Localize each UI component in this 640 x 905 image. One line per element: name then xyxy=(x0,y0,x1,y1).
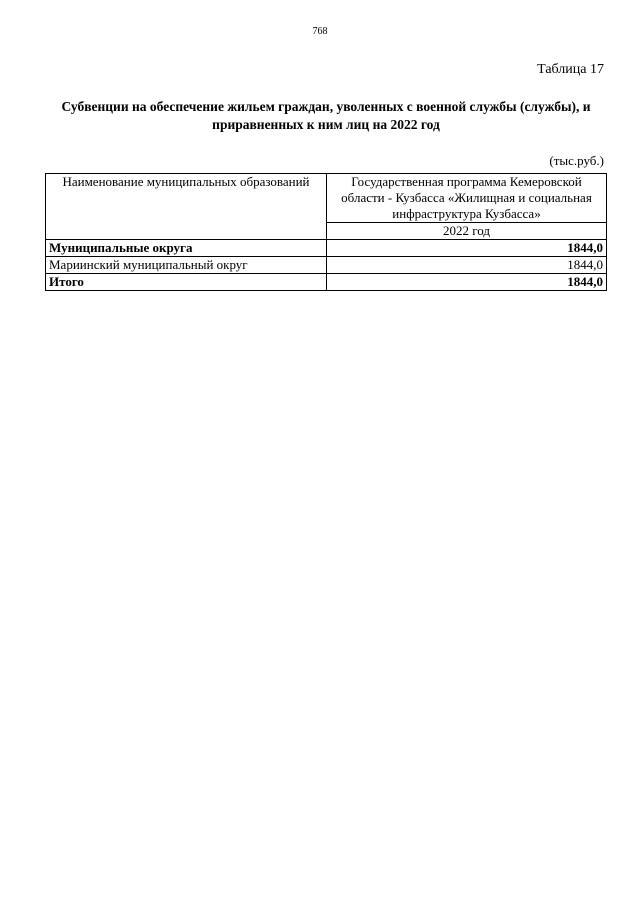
units-label: (тыс.руб.) xyxy=(549,153,604,168)
document-title: Субвенции на обеспечение жильем граждан, уволенных с военной службы (службы), и приравненных к ним лиц на 2022 год xyxy=(61,99,591,132)
table-row-total xyxy=(46,274,607,291)
subvention-table xyxy=(45,173,607,291)
row-value: 1844,0 xyxy=(327,240,607,257)
table-row xyxy=(46,257,607,274)
table-header-row xyxy=(46,174,607,223)
header-program: Государственная программа Кемеровской области - Кузбасса «Жилищная и социальная инфраструктура Кузбасса» xyxy=(327,174,607,223)
page-number: 768 xyxy=(312,26,328,37)
table-label: Таблица 17 xyxy=(537,62,604,77)
row-name: Муниципальные округа xyxy=(46,240,327,257)
header-name-column: Наименование муниципальных образований xyxy=(46,174,327,240)
row-name: Итого xyxy=(46,274,327,291)
row-value: 1844,0 xyxy=(327,257,607,274)
row-value: 1844,0 xyxy=(327,274,607,291)
header-year: 2022 год xyxy=(327,223,607,240)
table-row xyxy=(46,240,607,257)
row-name: Мариинский муниципальный округ xyxy=(46,257,327,274)
